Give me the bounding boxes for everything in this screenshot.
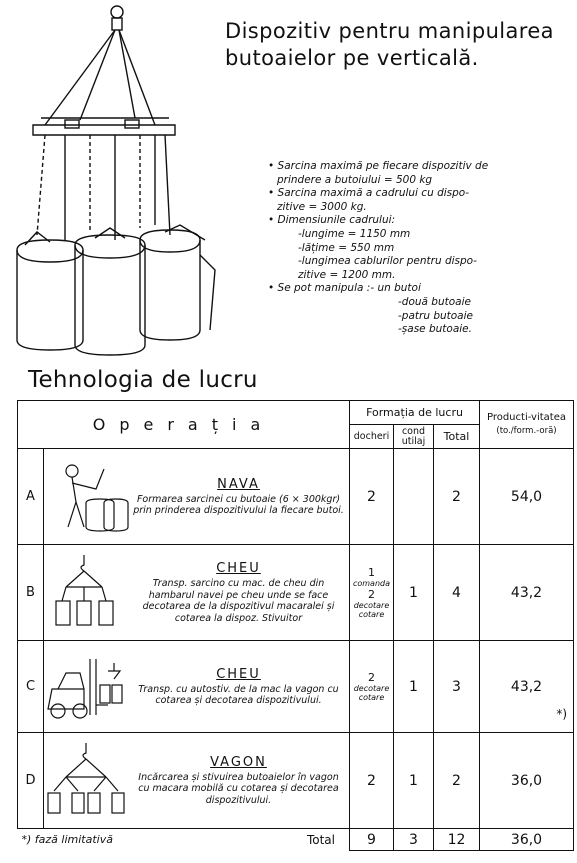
spec-text: • Sarcina maximă a cadrului cu dispo- (268, 187, 469, 200)
footer-cell (18, 829, 350, 851)
productivity-cell (480, 707, 574, 829)
spec-text: zitive = 1200 mm. (298, 268, 396, 281)
spec-text: prindere a butoiului = 500 kg (277, 173, 433, 186)
total-value: 3 (434, 641, 480, 733)
operation-cell (44, 733, 350, 829)
operation-name: NAVA (217, 476, 260, 492)
total-value: 2 (434, 449, 480, 545)
total-label: Total (306, 832, 335, 847)
productivity-value: 54,0 (480, 449, 574, 545)
total-productivity: 36,0 (480, 829, 574, 851)
operation-name: VAGON (210, 754, 267, 770)
crane-wagon-drawing (44, 739, 132, 823)
total-value: 4 (434, 545, 480, 641)
section-title: Tehnologia de lucru (28, 367, 258, 393)
spec-text: -lungimea cablurilor pentru dispo- (298, 255, 477, 268)
header-productivitatea (480, 401, 574, 449)
docheri-value: 1 (368, 566, 375, 579)
spec-text: • Se pot manipula :- un butoi (268, 282, 421, 295)
productivity-value: 43,2 (480, 545, 574, 641)
spec-text: -patru butoaie (398, 309, 473, 322)
table-row (18, 545, 574, 641)
row-letter: C (18, 641, 44, 733)
operation-description: Incărcarea și stivuirea butoaielor în vagon cu macara mobilă cu cotarea și decotarea dispozitivului. (138, 771, 339, 806)
operation-description: Transp. sarcino cu mac. de cheu din hambarul navei pe cheu unde se face decotarea de la dispozitivul macaralei și cotarea la dispoz. Stivuitor (142, 578, 335, 624)
specifications-list (268, 160, 573, 337)
operation-name: CHEU (216, 561, 261, 576)
docheri-cell (350, 641, 394, 733)
total-total: 12 (434, 829, 480, 851)
header-unit: (to./form.-oră) (496, 426, 557, 436)
docheri-note: comanda (352, 579, 391, 588)
forklift-drawing (44, 649, 132, 725)
spec-text: • Dimensiunile cadrului: (268, 214, 396, 227)
spec-text: -două butoaie (398, 295, 471, 308)
header-cond-utilaj: cond utilaj (394, 425, 434, 449)
crane-load-drawing (44, 551, 132, 635)
operation-cell (44, 545, 350, 641)
docheri-cell (350, 545, 394, 641)
table-row (18, 733, 574, 829)
row-letter: A (18, 449, 44, 545)
table-row (18, 449, 574, 545)
title-line-2: butoaielor pe verticală. (225, 46, 479, 70)
cond-value: 1 (394, 733, 434, 829)
header-productivitatea-label: Producti-vitatea (486, 412, 567, 423)
header-docheri: docheri (350, 425, 394, 449)
cond-value (394, 449, 434, 545)
docheri-value: 2 (350, 733, 394, 829)
worker-barrels-drawing (44, 457, 132, 537)
operation-cell (44, 449, 350, 545)
docheri-note-2: decotare cotare (353, 601, 390, 619)
total-cond: 3 (394, 829, 434, 851)
spec-text: zitive = 3000 kg. (277, 200, 367, 213)
operation-description: Formarea sarcinei cu butoaie (6 × 300kgr) prin prinderea dispozitivului la fiecare butoi. (133, 493, 344, 516)
total-value: 2 (434, 733, 480, 829)
operation-description: Transp. cu autostiv. de la mac la vagon cu cotarea și decotarea dispozitivului. (138, 683, 339, 706)
spec-text: -lățime = 550 mm (298, 241, 395, 254)
productivity-value: 43,2 (480, 641, 574, 733)
operation-name: CHEU (216, 666, 261, 682)
productivity-value: 36,0 (510, 772, 543, 789)
spec-text: • Sarcina maximă pe fiecare dispozitiv de (268, 160, 489, 172)
total-docheri: 9 (350, 829, 394, 851)
header-operatia: Operația (18, 401, 350, 449)
docheri-value: 2 (350, 449, 394, 545)
spec-text: -șase butoaie. (398, 323, 472, 336)
docheri-note: decotare cotare (353, 684, 390, 702)
docheri-value: 2 (368, 671, 375, 684)
barrel-device-illustration (5, 0, 230, 365)
title-line-1: Dispozitiv pentru manipularea (225, 19, 554, 43)
limiting-phase-mark: *) (556, 707, 567, 721)
row-letter: D (18, 733, 44, 829)
docheri-value-2: 2 (368, 588, 375, 601)
footnote: *) fază limitativă (21, 833, 113, 847)
total-row (18, 829, 574, 851)
operation-cell (44, 641, 350, 733)
cond-value: 1 (394, 641, 434, 733)
header-total: Total (434, 425, 480, 449)
row-letter: B (18, 545, 44, 641)
header-formatia: Formația de lucru (350, 401, 480, 425)
document-title (225, 18, 575, 72)
work-technology-table (17, 400, 574, 851)
spec-text: -lungime = 1150 mm (298, 227, 411, 240)
table-row (18, 641, 574, 733)
cond-value: 1 (394, 545, 434, 641)
